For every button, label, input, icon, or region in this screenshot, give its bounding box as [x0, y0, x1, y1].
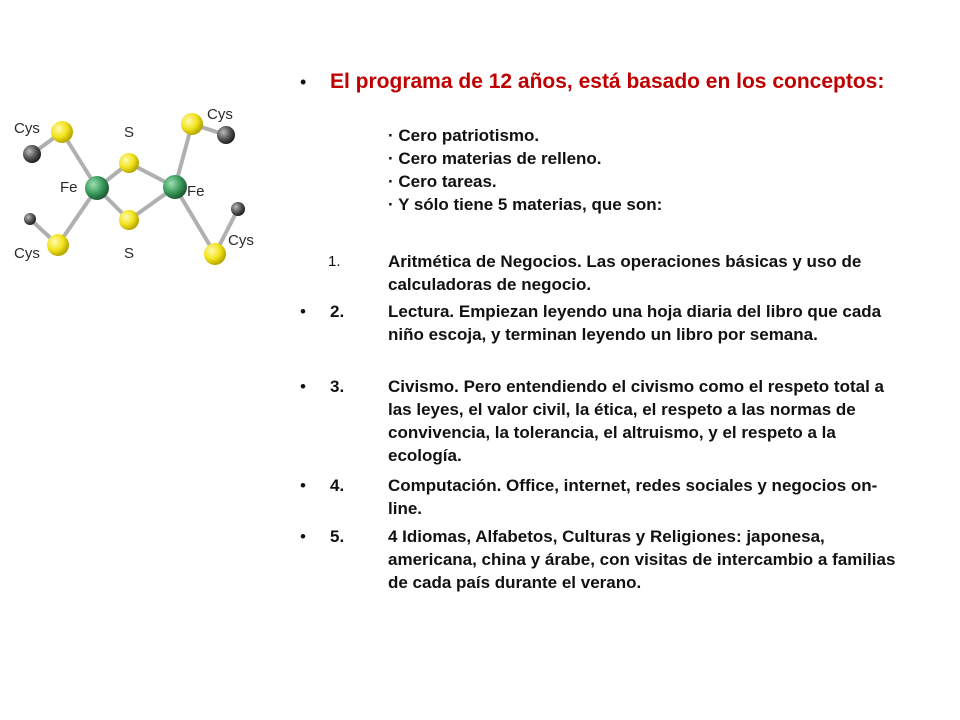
heading-text: El programa de 12 años, está basado en los conceptos:	[330, 70, 885, 93]
subject-item	[300, 300, 910, 346]
concept-item: · Cero patriotismo.	[388, 126, 540, 145]
label-sulfur: S	[124, 124, 135, 141]
concepts-list	[388, 124, 888, 216]
subject-text: Civismo. Pero entendiendo el civismo como el respeto total a las leyes, el valor civil, la ética, el respeto a las normas de convivencia, la tolerancia, el altruismo, y el respeto a la ecología.	[388, 377, 884, 465]
sulfur-atom	[119, 210, 139, 230]
carbon-atom	[231, 202, 245, 216]
label-cys: Cys	[207, 106, 233, 123]
subject-number: 3.	[330, 377, 345, 396]
carbon-atom	[23, 145, 41, 163]
iron-atom	[85, 176, 109, 200]
label-iron: Fe	[187, 183, 205, 200]
subject-item	[300, 250, 910, 296]
label-sulfur: S	[124, 245, 135, 262]
bullet-icon: •	[300, 72, 307, 92]
carbon-atom	[24, 213, 36, 225]
label-iron: Fe	[60, 179, 78, 196]
iron-atom	[163, 175, 187, 199]
subject-number: 4.	[330, 476, 345, 495]
subject-text: Lectura. Empiezan leyendo una hoja diaria del libro que cada niño escoja, y terminan leyendo un libro por semana.	[388, 302, 882, 344]
subject-item	[300, 474, 910, 520]
bullet-icon: •	[300, 377, 306, 396]
sulfur-atom	[51, 121, 73, 143]
bullet-icon: •	[300, 302, 306, 321]
concept-item: · Cero tareas.	[388, 172, 497, 191]
iron-sulfur-cluster-diagram	[10, 95, 280, 275]
subject-item	[300, 375, 910, 467]
subject-text: Aritmética de Negocios. Las operaciones básicas y uso de calculadoras de negocio.	[388, 252, 862, 294]
subject-number: 1.	[328, 253, 341, 270]
sulfur-atom	[181, 113, 203, 135]
sulfur-atom	[47, 234, 69, 256]
carbon-atom	[217, 126, 235, 144]
concept-item: · Y sólo tiene 5 materias, que son:	[388, 195, 663, 214]
subject-item	[300, 525, 910, 594]
label-cys: Cys	[14, 120, 40, 137]
program-heading	[300, 70, 900, 94]
bullet-icon: •	[300, 527, 306, 546]
label-cys: Cys	[228, 232, 254, 249]
sulfur-atom	[204, 243, 226, 265]
subject-text: Computación. Office, internet, redes sociales y negocios on-line.	[388, 476, 878, 518]
subject-number: 5.	[330, 527, 345, 546]
sulfur-atom	[119, 153, 139, 173]
concept-item: · Cero materias de relleno.	[388, 149, 602, 168]
label-cys: Cys	[14, 245, 40, 262]
subject-text: 4 Idiomas, Alfabetos, Culturas y Religiones: japonesa, americana, china y árabe, con visitas de intercambio a familias de cada país durante el verano.	[388, 527, 896, 592]
bullet-icon: •	[300, 476, 306, 495]
subject-number: 2.	[330, 302, 345, 321]
